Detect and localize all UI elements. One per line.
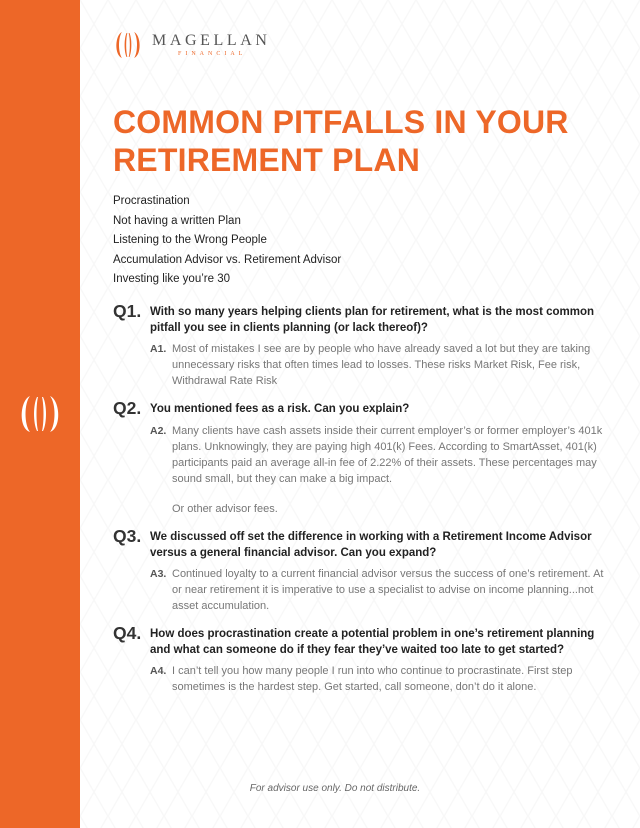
- answer-extra-text: Or other advisor fees.: [172, 503, 278, 515]
- topic-list: [113, 192, 341, 290]
- topic-item: Listening to the Wrong People: [113, 234, 267, 246]
- qa-block-3: [113, 527, 613, 614]
- answer-number: A4.: [150, 665, 167, 677]
- question-text: How does procrastination create a potential problem in one’s retirement planning and what can someone do if they fear they’ve waited too late to get started?: [150, 628, 595, 656]
- qa-block-1: [113, 302, 613, 389]
- answer-text: Most of mistakes I see are by people who have already saved a lot but they are taking unnecessary risks that often times lead to losses. These risks Market Risk, Fee risk, Withdrawal Rate Risk: [172, 343, 591, 387]
- topic-item: Investing like you’re 30: [113, 273, 230, 285]
- question-number: Q4.: [113, 623, 142, 643]
- question-text: You mentioned fees as a risk. Can you explain?: [150, 403, 410, 415]
- qa-block-2: [113, 399, 613, 517]
- brand-subtitle: FINANCIAL: [178, 51, 247, 57]
- answer-number: A3.: [150, 568, 167, 580]
- topic-item: Accumulation Advisor vs. Retirement Advisor: [113, 253, 342, 266]
- accent-sidebar: [0, 0, 80, 828]
- qa-block-4: [113, 624, 613, 695]
- page-title: COMMON PITFALLS IN YOUR RETIREMENT PLAN: [113, 104, 569, 178]
- question-number: Q2.: [113, 398, 142, 418]
- question-text: We discussed off set the difference in working with a Retirement Income Advisor versus a general financial advisor. Can you expand?: [150, 531, 592, 559]
- footer-disclaimer: For advisor use only. Do not distribute.: [249, 783, 421, 794]
- brand-logo: [113, 30, 271, 60]
- answer-number: A2.: [150, 425, 167, 437]
- magellan-logo-icon: [113, 30, 143, 60]
- question-number: Q1.: [113, 301, 142, 321]
- answer-text: I can’t tell you how many people I run into who continue to procrastinate. First step sometimes is the hardest step. Get started, call someone, don’t do it alone.: [172, 665, 573, 693]
- brand-name: MAGELLAN: [152, 32, 271, 49]
- answer-number: A1.: [150, 343, 167, 355]
- topic-item: Procrastination: [113, 195, 190, 207]
- magellan-logo-mark-icon: [16, 393, 64, 435]
- answer-text: Continued loyalty to a current financial advisor versus the success of one’s retirement. At or near retirement it is imperative to use a specialist to advise on income planning...not asset accumulation.: [172, 568, 604, 612]
- question-number: Q3.: [113, 526, 142, 546]
- question-text: With so many years helping clients plan for retirement, what is the most common pitfall you see in clients planning (or lack thereof)?: [150, 306, 595, 334]
- topic-item: Not having a written Plan: [113, 214, 241, 227]
- answer-text: Many clients have cash assets inside their current employer’s or former employer’s 401k plans. Unknowingly, they are paying high 401(k) Fees. According to SmartAsset, 401(k) participants paid an average all-in fee of 2.22% of their assets. These percentages may sound small, but they can make a big impact.: [172, 425, 603, 485]
